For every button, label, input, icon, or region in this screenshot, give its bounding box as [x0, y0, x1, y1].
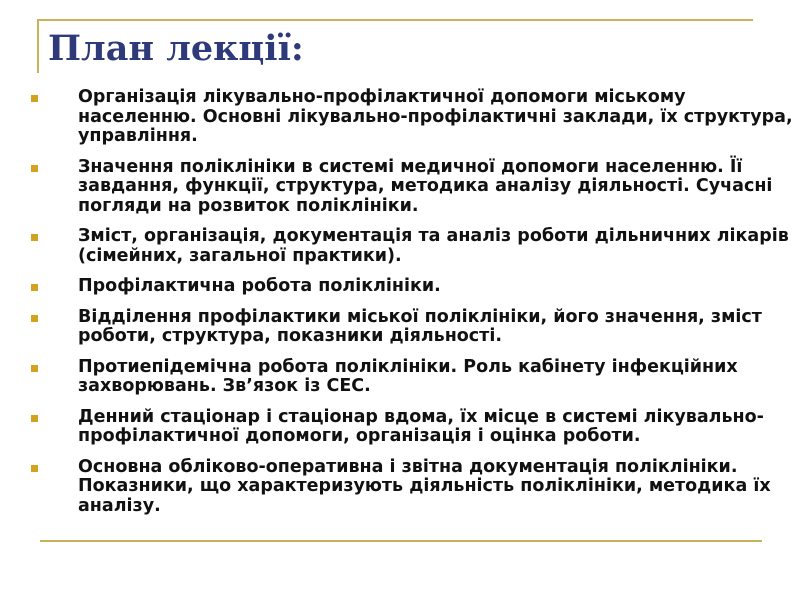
list-item-text: Протиепідемічна робота поліклініки. Роль кабінету інфекційних захворювань. Зв’язок із СЕС. — [78, 356, 738, 396]
list-item — [0, 308, 800, 347]
list-item — [0, 358, 800, 397]
list-item-text: Організація лікувально-профілактичної допомоги міському населенню. Основні лікувально-профілактичні заклади, їх структура, управління. — [78, 87, 793, 146]
list-item-text: Основна обліково-оперативна і звітна документація поліклініки. Показники, що характеризують діяльність поліклініки, методика їх аналізу. — [78, 456, 771, 516]
list-item-text: Денний стаціонар і стаціонар вдома, їх місце в системі лікувально-профілактичної допомоги, організація і оцінка роботи. — [78, 406, 764, 446]
square-bullet-icon — [31, 95, 38, 102]
list-item — [0, 408, 800, 447]
list-item — [0, 227, 800, 266]
list-item — [0, 277, 800, 297]
top-rule — [37, 19, 753, 21]
slide-title: План лекції: — [48, 28, 304, 69]
square-bullet-icon — [31, 465, 38, 472]
list-item — [0, 88, 800, 147]
list-item-text: Відділення профілактики міської поліклініки, його значення, зміст роботи, структура, показники діяльності. — [78, 306, 762, 346]
square-bullet-icon — [31, 284, 38, 291]
square-bullet-icon — [31, 365, 38, 372]
list-item — [0, 458, 800, 517]
list-item — [0, 158, 800, 217]
square-bullet-icon — [31, 315, 38, 322]
left-rule — [37, 19, 39, 73]
list-item-text: Зміст, організація, документація та аналіз роботи дільничних лікарів (сімейних, загальної практики). — [78, 226, 789, 266]
lecture-plan-list — [0, 88, 800, 527]
square-bullet-icon — [31, 234, 38, 241]
list-item-text: Профілактична робота поліклініки. — [78, 276, 441, 296]
list-item-text: Значення поліклініки в системі медичної допомоги населенню. Її завдання, функції, структура, методика аналізу діяльності. Сучасні погляди на розвиток поліклініки. — [78, 156, 773, 216]
bottom-rule — [40, 540, 762, 542]
square-bullet-icon — [31, 165, 38, 172]
square-bullet-icon — [31, 415, 38, 422]
